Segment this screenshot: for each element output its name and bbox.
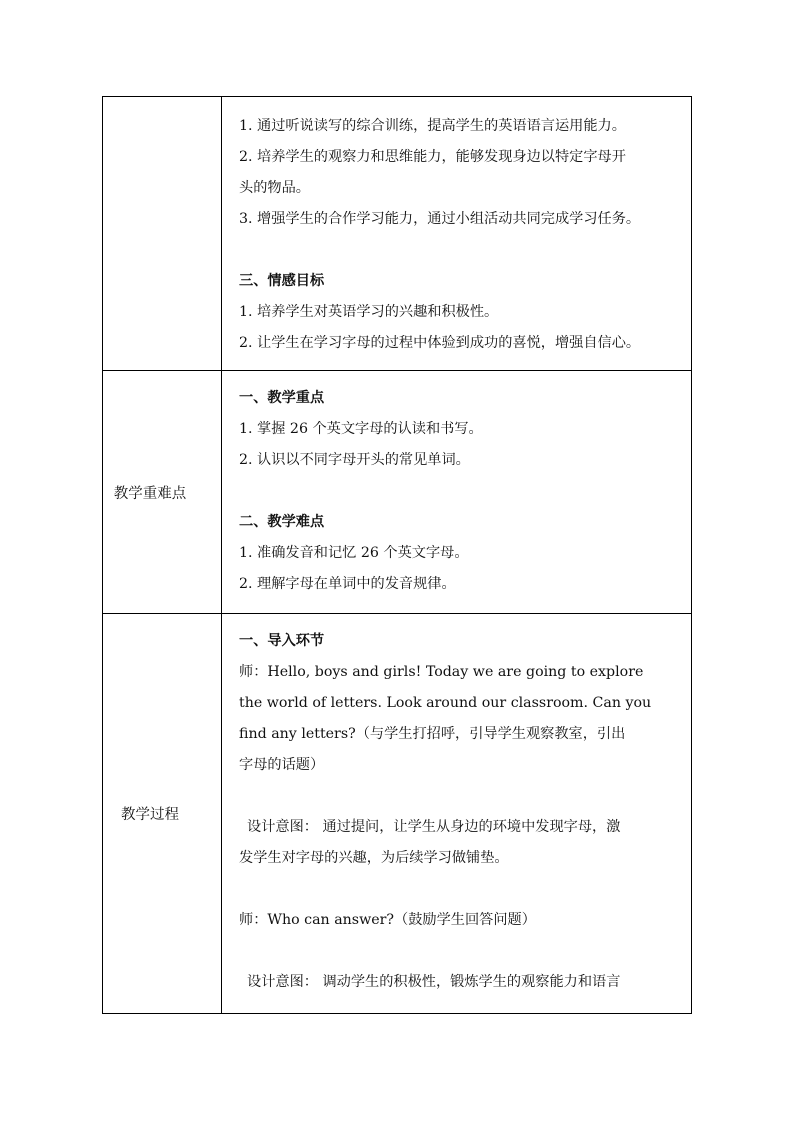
objectives-content-cell bbox=[222, 97, 692, 371]
spacer bbox=[239, 781, 683, 812]
spacer bbox=[239, 874, 683, 905]
lesson-plan-table bbox=[102, 96, 692, 1014]
teacher-dialogue-line: the world of letters. Look around our classroom. Can you bbox=[239, 695, 652, 711]
objectives-label-cell bbox=[103, 97, 222, 371]
teacher-dialogue-line: 字母的话题） bbox=[239, 757, 325, 773]
spacer bbox=[239, 476, 683, 507]
objective-line: 2. 让学生在学习字母的过程中体验到成功的喜悦，增强自信心。 bbox=[239, 335, 641, 351]
objective-line: 2. 培养学生的观察力和思维能力，能够发现身边以特定字母开 bbox=[239, 149, 626, 165]
teacher-dialogue-line: find any letters?（与学生打招呼，引导学生观察教室，引出 bbox=[239, 726, 626, 742]
design-intent-line: 设计意图： 通过提问，让学生从身边的环境中发现字母，激 bbox=[247, 819, 621, 835]
difficulties-heading: 二、教学难点 bbox=[239, 514, 325, 530]
process-label: 教学过程 bbox=[103, 614, 222, 1014]
intro-heading: 一、导入环节 bbox=[239, 633, 325, 649]
spacer bbox=[239, 936, 683, 967]
objective-line: 1. 通过听说读写的综合训练，提高学生的英语语言运用能力。 bbox=[239, 118, 626, 134]
objective-line: 1. 培养学生对英语学习的兴趣和积极性。 bbox=[239, 304, 499, 320]
objective-line: 头的物品。 bbox=[239, 180, 310, 196]
key-point-item: 1. 掌握 26 个英文字母的认读和书写。 bbox=[239, 421, 483, 437]
design-intent-line: 设计意图： 调动学生的积极性，锻炼学生的观察能力和语言 bbox=[247, 974, 621, 990]
key-points-row bbox=[103, 371, 692, 614]
design-intent-line: 发学生对字母的兴趣，为后续学习做铺垫。 bbox=[239, 850, 509, 866]
teacher-dialogue-line: 师：Hello, boys and girls! Today we are going to explore bbox=[239, 664, 644, 680]
process-content-cell bbox=[222, 614, 692, 1014]
objectives-row bbox=[103, 97, 692, 371]
process-row bbox=[103, 614, 692, 1014]
key-point-item: 2. 认识以不同字母开头的常见单词。 bbox=[239, 452, 470, 468]
key-points-heading: 一、教学重点 bbox=[239, 390, 325, 406]
difficulty-item: 1. 准确发音和记忆 26 个英文字母。 bbox=[239, 545, 469, 561]
key-points-content-cell bbox=[222, 371, 692, 614]
objective-line: 3. 增强学生的合作学习能力，通过小组活动共同完成学习任务。 bbox=[239, 211, 641, 227]
teacher-dialogue-line: 师：Who can answer?（鼓励学生回答问题） bbox=[239, 912, 536, 928]
key-points-label: 教学重难点 bbox=[103, 371, 222, 614]
difficulty-item: 2. 理解字母在单词中的发音规律。 bbox=[239, 576, 456, 592]
emotional-goals-heading: 三、情感目标 bbox=[239, 273, 325, 289]
spacer bbox=[239, 235, 683, 266]
